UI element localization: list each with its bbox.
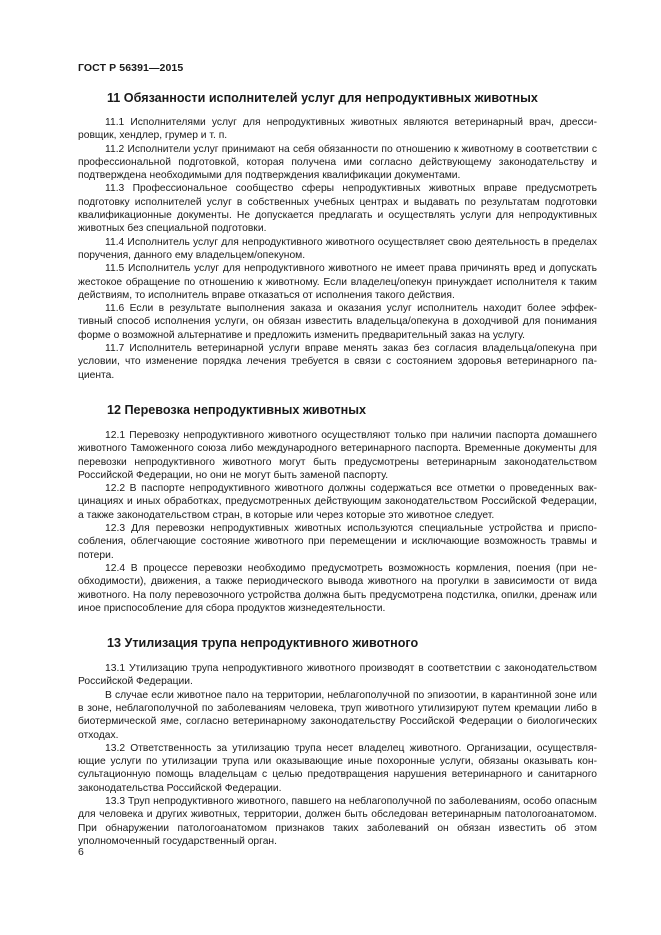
paragraph: 12.3 Для перевозки непродуктивных животных используются специальные устройства и приспособления, облегчающие состояние животного при перемещении и исключающие возможность травмы и потери. [78, 523, 597, 561]
section-12 [78, 402, 597, 615]
section-title: 13 Утилизация трупа непродуктивного животного [107, 636, 419, 651]
section-title: 11 Обязанности исполнителей услуг для непродуктивных животных [107, 91, 538, 105]
paragraph: 13.3 Труп непродуктивного животного, павшего на неблагополучной по заболеваниям, особо опасным для человека и других животных, территории, должен быть обследован ветеринарным патологоанатомом. При обнаружении патологоанатомом признаков таких заболеваний он обязан известить об этом уполномоченный государственный орган. [78, 796, 597, 847]
paragraph: 11.3 Профессиональное сообщество сферы непродуктивных животных вправе предусмотреть подготовку исполнителей услуг в собственных учебных центрах и выдавать по результатам подготовки квалификационные документы. Не допускается предлагать и осуществлять услуги для непродуктивных животных без специальной подготовки. [78, 183, 597, 235]
document-code: ГОСТ Р 56391—2015 [78, 62, 184, 74]
paragraph: 11.2 Исполнители услуг принимают на себя обязанности по отношению к животному в соответствии с профессиональной подготовкой, которая получена ими согласно действующему законодательству и подтверждена необходимыми для подтверждения квалификации документами. [78, 143, 597, 182]
paragraph: 11.1 Исполнителями услуг для непродуктивных животных являются ветеринарный врач, дрессировщик, хендлер, грумер и т. п. [78, 117, 597, 142]
paragraph: 13.2 Ответственность за утилизацию трупа несет владелец животного. Организации, осуществляющие услуги по утилизации трупа или оказывающие иные похоронные услуги, обязаны оказывать консультационную помощь владельцам с целью предотвращения нарушения ветеринарного и санитарного законодательства Российской Федерации. [78, 742, 597, 794]
paragraph: В случае если животное пало на территории, неблагополучной по эпизоотии, в карантинной зоне или в зоне, неблагополучной по заболеваниям человека, труп животного утилизируют путем кремации либо в биотермической яме, согласно ветеринарному законодательству Российской Федерации о биологических отходах. [78, 689, 597, 741]
paragraph: 11.5 Исполнитель услуг для непродуктивного животного не имеет права причинять вред и допускать жестокое обращение по отношению к животному. Если владелец/опекун принуждает исполнителя к таким действиям, то исполнитель вправе отказаться от исполнения такого действия. [78, 263, 597, 301]
paragraph: 12.4 В процессе перевозки необходимо предусмотреть возможность кормления, поения (при необходимости), движения, а также периодического вывода животного на прогулки в зависимости от вида животного. На полу перевозочного устройства должна быть предусмотрена подстилка, опилки, дренаж или иное приспособление для сбора продуктов жизнедеятельности. [78, 562, 597, 614]
paragraph: 13.1 Утилизацию трупа непродуктивного животного производят в соответствии с законодательством Российской Федерации. [78, 663, 597, 688]
page-content [78, 90, 597, 848]
paragraph: 11.6 Если в результате выполнения заказа и оказания услуг исполнитель находит более эффективный способ исполнения услуги, он обязан известить владельца/опекуна в доходчивой для понимания форме о возможной альтернативе и предложить изменить предварительный заказ на услугу. [78, 303, 597, 341]
section-13 [78, 635, 597, 848]
page-number: 6 [78, 846, 84, 858]
section-11 [78, 90, 597, 382]
paragraph: 11.7 Исполнитель ветеринарной услуги вправе менять заказ без согласия владельца/опекуна при условии, что изменение порядка лечения требуется в связи с состоянием здоровья ветеринарного пациента. [78, 343, 597, 381]
section-title: 12 Перевозка непродуктивных животных [107, 402, 366, 417]
paragraph: 12.2 В паспорте непродуктивного животного должны содержаться все отметки о проведенных вакцинациях и иных обработках, предусмотренных действующим законодательством Российской Федерации, а также законодательством стран, в которые или через которые это животное следует. [78, 483, 597, 521]
paragraph: 12.1 Перевозку непродуктивного животного осуществляют только при наличии паспорта домашнего животного Таможенного союза либо международного ветеринарного паспорта. Временные документы для перевозки непродуктивного животного могут быть предусмотрены ветеринарным законодательством Российской Федерации, но они не могут быть заменой паспорту. [78, 429, 597, 481]
paragraph: 11.4 Исполнитель услуг для непродуктивного животного осуществляет свою деятельность в пределах поручения, данного ему владельцем/опекуном. [78, 236, 597, 261]
